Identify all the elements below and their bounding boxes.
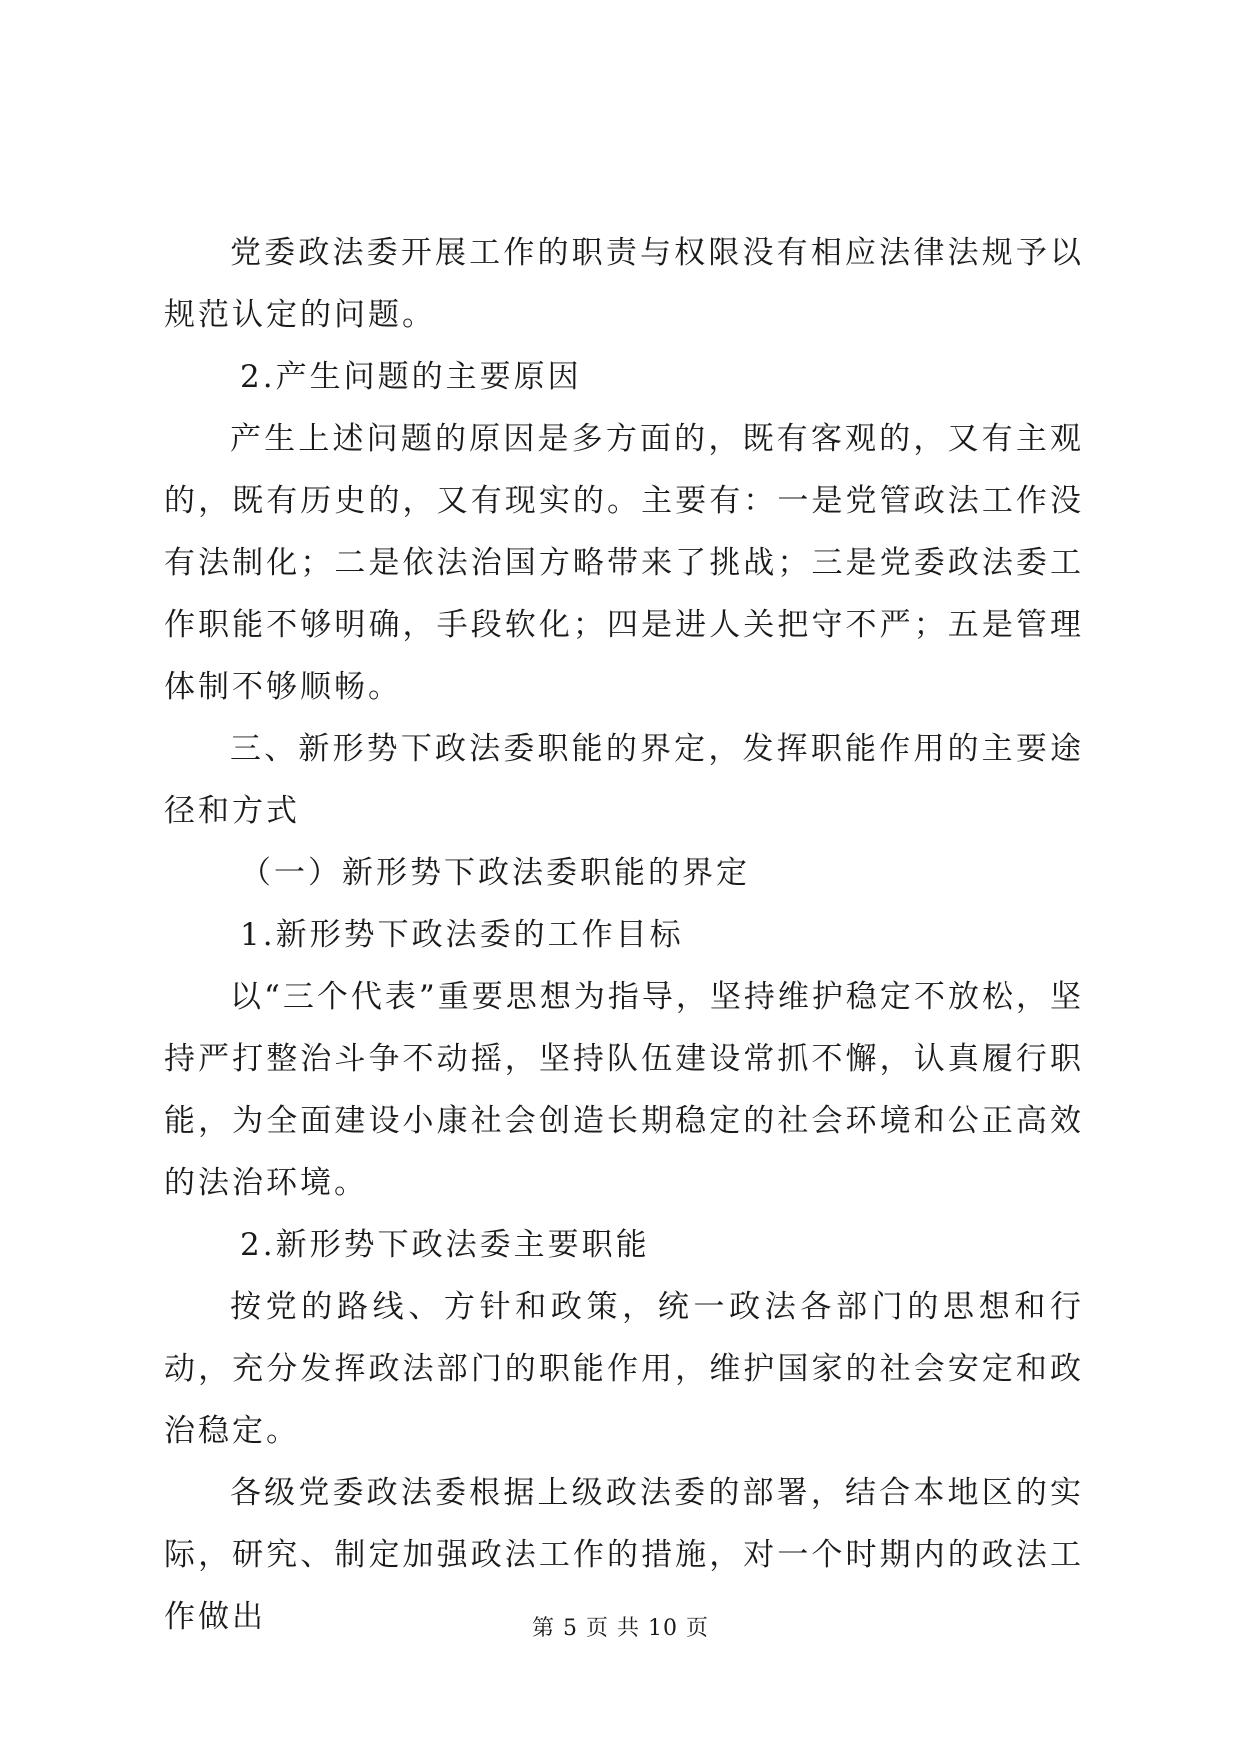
heading-subsection-one: （一）新形势下政法委职能的界定 [240,855,750,891]
heading-work-goals: 1.新形势下政法委的工作目标 [240,917,684,953]
heading-main-functions: 2.新形势下政法委主要职能 [240,1227,650,1263]
paragraph-local-committees: 各级党委政法委根据上级政法委的部署，结合本地区的实际，研究、制定加强政法工作的措施，对一个时期内的政法工作做出 [164,1475,1084,1635]
heading-main-causes: 2.产生问题的主要原因 [240,359,582,395]
paragraph-responsibilities: 党委政法委开展工作的职责与权限没有相应法律法规予以规范认定的问题。 [164,235,1084,333]
page-number-footer: 第 5 页 共 10 页 [532,1616,709,1641]
heading-section-three: 三、新形势下政法委职能的界定，发挥职能作用的主要途径和方式 [164,731,1084,829]
paragraph-work-goals: 以“三个代表”重要思想为指导，坚持维护稳定不放松，坚持严打整治斗争不动摇，坚持队伍建设常抓不懈，认真履行职能，为全面建设小康社会创造长期稳定的社会环境和公正高效的法治环境。 [164,979,1084,1201]
paragraph-main-functions: 按党的路线、方针和政策，统一政法各部门的思想和行动，充分发挥政法部门的职能作用，维护国家的社会安定和政治稳定。 [164,1289,1084,1449]
paragraph-causes: 产生上述问题的原因是多方面的，既有客观的，又有主观的，既有历史的，又有现实的。主要有：一是党管政法工作没有法制化；二是依法治国方略带来了挑战；三是党委政法委工作职能不够明确，手段软化；四是进人关把守不严；五是管理体制不够顺畅。 [164,421,1084,705]
document-body [164,222,1084,1648]
